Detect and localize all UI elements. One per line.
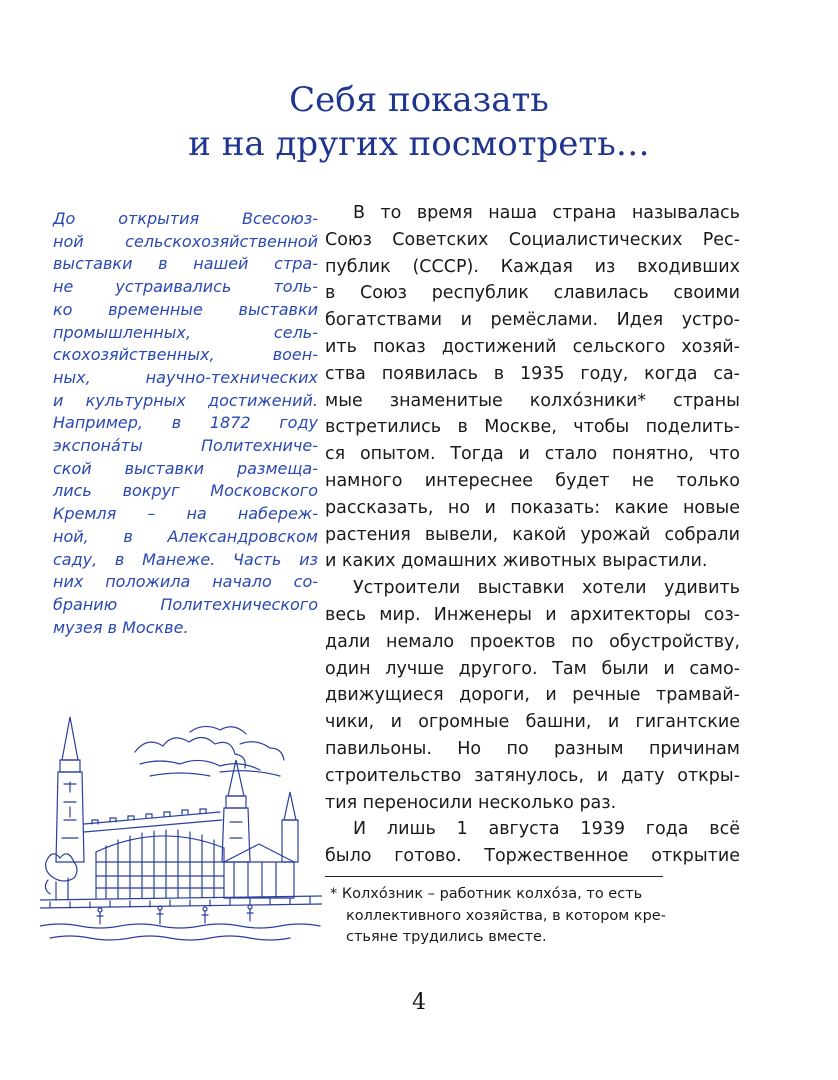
sidebar-line: них положила начало со- <box>53 572 318 592</box>
sidebar-line: экспона́ты Политехниче- <box>53 436 318 456</box>
title-line-1: Себя показать <box>289 80 549 120</box>
footnote-line: стьяне трудились вместе. <box>346 929 547 945</box>
text-line: чики, и огромные башни, и гигантские <box>325 712 740 733</box>
sidebar-line: бранию Политехнического <box>53 594 318 614</box>
text-line: весь мир. Инженеры и архитекторы соз- <box>325 604 740 625</box>
text-line: встретились в Москве, чтобы поделить- <box>325 417 740 438</box>
text-line: растения вывели, какой урожай собрали <box>325 524 740 545</box>
sidebar-line: музея в Москве. <box>53 617 189 637</box>
text-line: В то время наша страна называлась <box>353 203 740 223</box>
text-line: павильоны. Но по разным причинам <box>325 738 740 759</box>
text-line: строительство затянулось, и дату откры- <box>325 765 740 786</box>
text-line: и каких домашних животных вырастили. <box>325 551 708 572</box>
sidebar-line: лись вокруг Московского <box>53 481 318 501</box>
sidebar-line: Кремля – на набереж- <box>53 504 318 524</box>
text-line: дали немало проектов по обустройству, <box>325 631 740 652</box>
sidebar-line: промышленных, сель- <box>53 322 318 342</box>
text-line: Устроители выставки хотели удивить <box>353 578 740 599</box>
text-line: в Союз республик славилась своими <box>325 283 740 304</box>
sidebar-line: ной сельскохозяйственной <box>53 231 318 251</box>
sidebar-line: ко временные выставки <box>53 299 318 319</box>
text-line: было готово. Торжественное открытие <box>325 846 740 867</box>
text-line: Союз Советских Социалистических Рес- <box>325 229 740 250</box>
sidebar-line: Например, в 1872 году <box>53 413 318 433</box>
main-text <box>325 200 740 870</box>
text-line: ся опытом. Тогда и стало понятно, что <box>325 444 740 465</box>
sidebar-line: выставки в нашей стра- <box>53 254 318 274</box>
footnote-divider <box>325 876 663 877</box>
text-line: И лишь 1 августа 1939 года всё <box>353 819 740 840</box>
text-line: рассказать, но и показать: какие новые <box>325 497 740 518</box>
text-line: намного интереснее будет не только <box>325 470 740 491</box>
sidebar-line: ной, в Александровском <box>53 526 318 546</box>
kremlin-illustration <box>40 712 322 952</box>
text-line: ства появилась в 1935 году, когда са- <box>325 363 740 384</box>
sidebar-line: скохозяйственных, воен- <box>53 345 318 365</box>
text-line: ить показ достижений сельского хозяй- <box>325 336 740 357</box>
footnote <box>330 884 710 949</box>
text-line: богатствами и ремёслами. Идея устро- <box>325 310 740 331</box>
text-line: движущиеся дороги, и речные трамвай- <box>325 685 740 706</box>
sidebar-line: не устраивались толь- <box>53 277 318 297</box>
text-line: публик (СССР). Каждая из входивших <box>325 256 740 277</box>
text-line: мые знаменитые колхо́зники* страны <box>325 390 740 411</box>
sidebar-line: ской выставки размеща- <box>53 458 318 478</box>
text-line: тия переносили несколько раз. <box>325 792 617 813</box>
page-title <box>0 78 838 166</box>
sidebar-line: До открытия Всесоюз- <box>53 209 318 228</box>
footnote-line: * Колхо́зник – работник колхо́за, то есть <box>330 886 643 902</box>
sidebar-line: ных, научно-технических <box>53 367 318 387</box>
title-line-2: и на других посмотреть… <box>188 124 650 164</box>
sidebar-note <box>53 208 318 639</box>
text-line: один лучше другого. Там были и само- <box>325 658 740 679</box>
sidebar-line: и культурных достижений. <box>53 390 318 410</box>
footnote-line: коллективного хозяйства, в котором кре- <box>346 907 666 924</box>
sidebar-line: саду, в Манеже. Часть из <box>53 549 318 569</box>
page-number: 4 <box>412 990 426 1015</box>
